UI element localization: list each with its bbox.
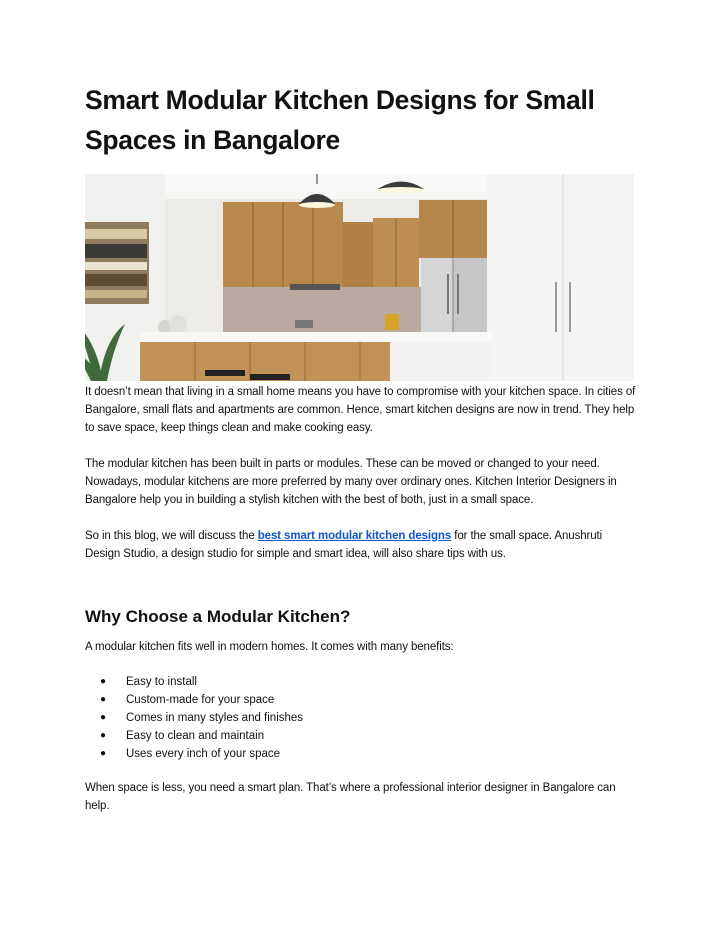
blog-text-before: So in this blog, we will discuss the [85, 530, 258, 542]
wall-art-icon [85, 222, 149, 304]
section-heading: Why Choose a Modular Kitchen? [85, 607, 351, 626]
bullet-icon: ● [100, 694, 107, 705]
list-item [100, 673, 303, 691]
benefits-list [100, 673, 303, 763]
modular-paragraph: The modular kitchen has been built in parts or modules. These can be moved or changed to your need. Nowadays, modular kitchens are more preferred by many over ordinary ones. Kitchen Interior Designers in Bangalore help you in building a stylish kitchen with the best of both, just in a small space. [85, 458, 617, 506]
list-item-text: Custom-made for your space [126, 694, 275, 706]
bullet-icon: ● [100, 712, 107, 723]
bullet-icon: ● [100, 676, 107, 687]
list-item-text: Uses every inch of your space [126, 748, 281, 760]
blog-paragraph [85, 527, 640, 563]
designs-link[interactable]: best smart modular kitchen designs [257, 530, 452, 542]
list-item [100, 709, 303, 727]
list-item-text: Easy to install [126, 676, 197, 688]
bullet-icon: ● [100, 730, 107, 741]
list-item [100, 727, 303, 745]
closing-paragraph: When space is less, you need a smart plan. That’s where a professional interior designer in Bangalore can help. [85, 782, 616, 812]
bullet-icon: ● [100, 748, 107, 759]
page-title: Smart Modular Kitchen Designs for Small Spaces in Bangalore [85, 85, 595, 155]
list-item [100, 745, 303, 763]
list-item-text: Easy to clean and maintain [126, 730, 265, 742]
intro-paragraph: It doesn’t mean that living in a small home means you have to compromise with your kitchen space. In cities of Bangalore, small flats and apartments are common. Hence, smart kitchen designs are now in trend. They help to save space, keep things clean and make cooking easy. [85, 386, 636, 434]
blog-text-after: for the small space. Anushruti Design Studio, a design studio for simple and smart idea, will also share tips with us. [85, 530, 603, 560]
section-intro: A modular kitchen fits well in modern homes. It comes with many benefits: [85, 641, 454, 653]
list-item [100, 691, 303, 709]
kitchen-photo [85, 174, 634, 381]
list-item-text: Comes in many styles and finishes [126, 712, 304, 724]
